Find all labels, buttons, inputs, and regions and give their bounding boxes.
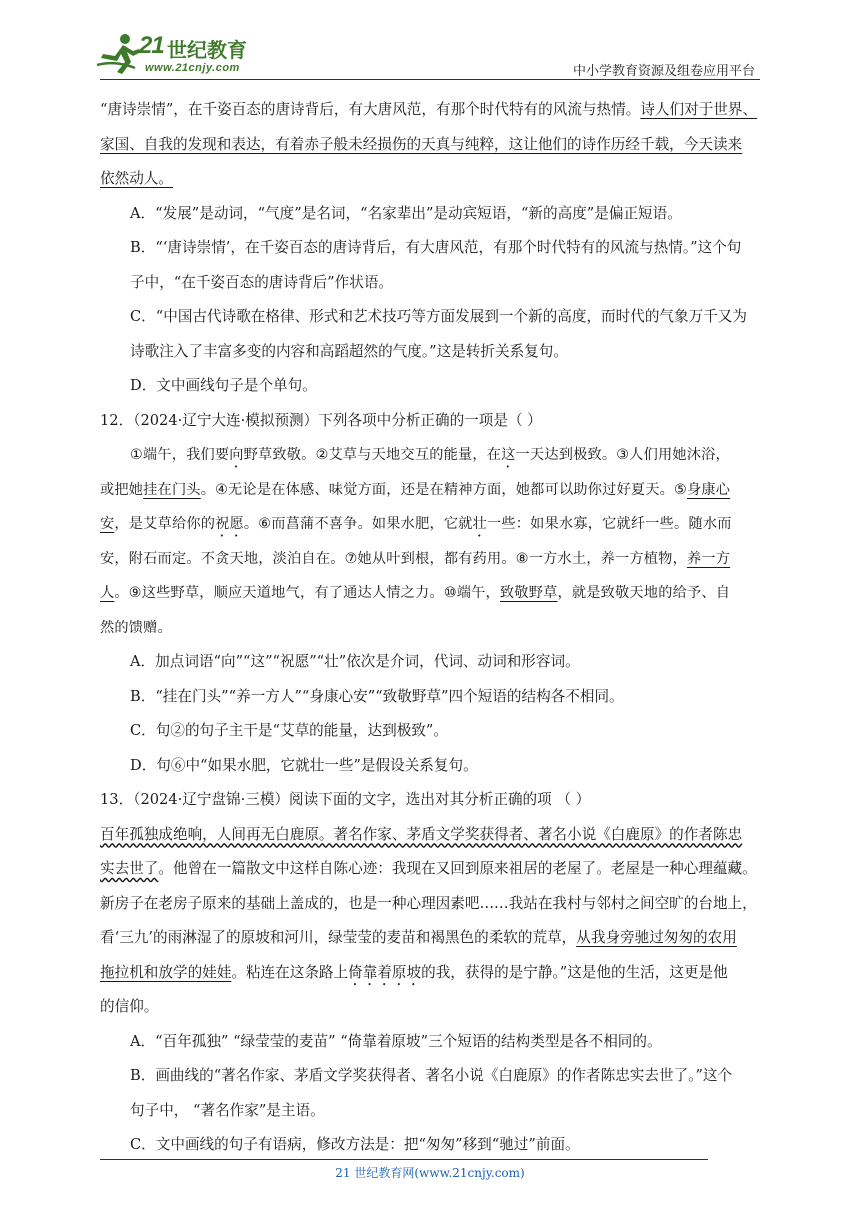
logo-url: www.21cnjy.com [145,62,240,74]
q13-passage-line: 实去世了。他曾在一篇散文中这样自陈心迹：我现在又回到原来祖居的老屋了。老屋是一种心理蕴藏。 [100,860,757,877]
q13-passage-line: 看‘三九’的雨淋湿了的原坡和河川，绿莹莹的麦苗和褐黑色的柔软的荒草，从我身旁驰过匆匆的农用 [100,929,737,946]
q11-passage-line: “唐诗崇情”，在千姿百态的唐诗背后，有大唐风范，有那个时代特有的风流与热情。诗人们对于世界、 [100,101,758,118]
q11-option-b-cont: 子中，“在千姿百态的唐诗背后”作状语。 [130,273,394,291]
q11-option-c: C．“中国古代诗歌在格律、形式和艺术技巧等方面发展到一个新的高度，而时代的气象万千又为 [130,308,747,325]
q13-passage-line: 的信仰。 [100,998,159,1015]
q11-option-d: D．文中画线句子是个单句。 [130,377,317,394]
q13-option-c: C．文中画线的句子有语病，修改方法是：把“匆匆”移到“驰过”前面。 [130,1136,580,1153]
q11-passage-line: 家国、自我的发现和表达，有着赤子般未经损伤的天真与纯粹，这让他们的诗作历经千载，今天读来 [100,135,743,153]
q12-passage-line: ①端午，我们要向野草致敬。②艾草与天地交互的能量，在这一天达到极致。③人们用她沐浴， [130,447,730,463]
q12-passage-line: 安，附石而定。不贪天地，淡泊自在。⑦她从叶到根，都有药用。⑧一方水土，养一方植物，养一方 [100,550,731,567]
logo-21: 21 [139,32,164,59]
q12-passage-line: 人。⑨这些野草，顺应天道地气，有了通达人情之力。⑩端午，致敬野草，就是致敬天地的给予、自 [100,585,731,601]
q13-passage-line: 拖拉机和放学的娃娃。粘连在这条路上倚靠着原坡的我，获得的是宁静。”这是他的生活，这更是他 [100,963,728,981]
document-body [100,93,765,1163]
header-divider [100,79,760,80]
q11-option-c-cont: 诗歌注入了丰富多变的内容和高蹈超然的气度。”这是转折关系复句。 [130,342,568,360]
logo-text: 世纪教育 [167,38,247,62]
q12-option-b: B．“挂在门头”“养一方人”“身康心安”“致敬野草”四个短语的结构各不相同。 [130,687,624,705]
footer-link[interactable]: 21 世纪教育网(www.21cnjy.com) [335,1166,525,1180]
q13-option-b-cont: 句子中， “著名作家”是主语。 [130,1101,325,1119]
q13-option-b: B．画曲线的“著名作家、茅盾文学奖获得者、著名小说《白鹿原》的作者陈忠实去世了。”这个 [130,1067,733,1084]
logo [95,30,270,80]
q11-option-b: B．“‘唐诗崇情’，在千姿百态的唐诗背后，有大唐风范，有那个时代特有的风流与热情。”这个句 [130,239,742,256]
q11-passage-line: 依然动人。 [100,170,173,187]
q12-passage-line: 安，是艾草给你的祝愿。⑥而菖蒲不喜争。如果水肥，它就壮一些：如果水寡，它就纤一些。随水而 [100,516,732,532]
q13-passage-line: 百年孤独成绝响，人间再无白鹿原。著名作家、茅盾文学奖获得者、著名小说《白鹿原》的作者陈忠 [100,825,743,843]
page-header [0,0,860,80]
q12-option-a: A．加点词语“向”“这”“祝愿”“壮”依次是介词，代词、动词和形容词。 [130,653,580,670]
q12-option-d: D．句⑥中“如果水肥，它就壮一些”是假设关系复句。 [130,756,478,774]
q13-stem: 13．（2024·辽宁盘锦·三模）阅读下面的文字，选出对其分析正确的项 （ ） [100,791,591,808]
q12-stem: 12．（2024·辽宁大连·模拟预测）下列各项中分析正确的一项是（ ） [100,411,542,429]
q13-passage-line: 新房子在老房子原来的基础上盖成的，也是一种心理因素吧……我站在我村与邻村之间空旷的台地上， [100,894,757,912]
platform-name: 中小学教育资源及组卷应用平台 [572,64,755,79]
q11-option-a: A．“发展”是动词，“气度”是名词，“名家辈出”是动宾短语，“新的高度”是偏正短语。 [130,204,682,222]
q12-passage-line: 然的馈赠。 [100,619,172,636]
q12-option-c: C．句②的句子主干是“艾草的能量，达到极致”。 [130,722,448,739]
footer-divider [100,1159,708,1160]
runner-logo-icon [95,32,145,76]
q13-option-a: A．“百年孤独” “绿莹莹的麦苗” “倚靠着原坡”三个短语的结构类型是各不相同的。 [130,1032,662,1050]
q12-passage-line: 或把她挂在门头。④无论是在体感、味觉方面，还是在精神方面，她都可以助你过好夏天。⑤身康心 [100,481,731,498]
